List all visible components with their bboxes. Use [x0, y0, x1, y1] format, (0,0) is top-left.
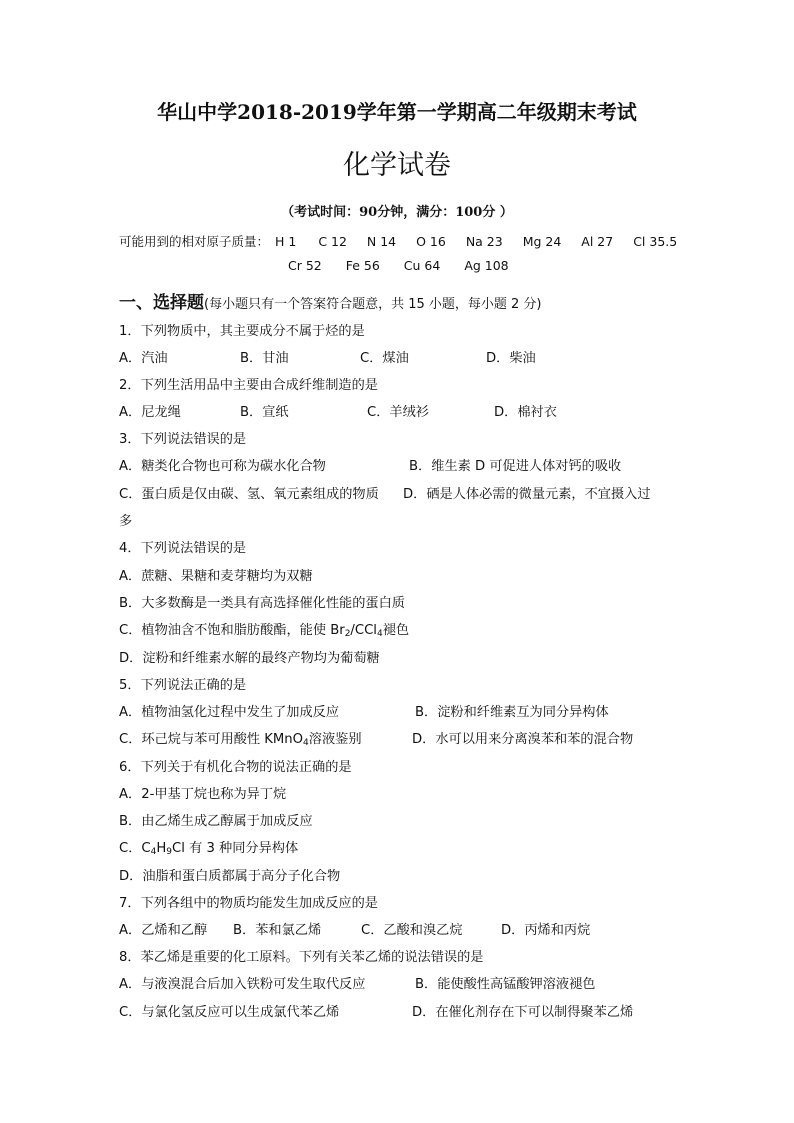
section-heading: [119, 288, 542, 313]
atomic-mass-item: Fe 56: [345, 258, 380, 273]
atomic-mass-label: 可能用到的相对原子质量：: [119, 234, 270, 249]
option-c: C．与氯化氢反应可以生成氯代苯乙烯: [119, 1005, 340, 1020]
option-c: [119, 731, 362, 749]
option-a: A．植物油氢化过程中发生了加成反应: [119, 705, 340, 720]
option-d: D．在催化剂存在下可以制得聚苯乙烯: [412, 1005, 634, 1020]
option-c-text: C．环己烷与苯可用酸性 KMnO: [119, 732, 304, 747]
question-stem: 6．下列关于有机化合物的说法正确的是: [119, 760, 352, 775]
question-stem: 3．下列说法错误的是: [119, 432, 247, 447]
question-stem: 1．下列物质中，其主要成分不属于烃的是: [119, 324, 365, 339]
section-note: (每小题只有一个答案符合题意，共 15 小题，每小题 2 分): [204, 297, 542, 312]
atomic-mass-item: C 12: [318, 234, 347, 249]
atomic-mass-item: Al 27: [581, 234, 614, 249]
atomic-mass-item: Na 23: [465, 234, 503, 249]
exam-info: （考试时间：90分钟，满分：100分 ）: [281, 205, 513, 220]
option-b: B．能使酸性高锰酸钾溶液褪色: [415, 977, 596, 992]
option-c-text: 溶液鉴别: [308, 732, 362, 747]
exam-subtitle: 化学试卷: [343, 150, 451, 181]
atomic-mass-line-2: [288, 258, 509, 273]
option-c: C．乙酸和溴乙烷: [361, 923, 463, 938]
option-b: B．甘油: [240, 351, 289, 366]
question-stem: 4．下列说法错误的是: [119, 541, 247, 556]
option-a: A．乙烯和乙醇: [119, 923, 208, 938]
subscript: 9: [166, 847, 172, 857]
option-b: B．维生素 D 可促进人体对钙的吸收: [409, 459, 622, 474]
option-d: D．水可以用来分离溴苯和苯的混合物: [412, 732, 634, 747]
option-c: [119, 840, 298, 858]
option-d: D．油脂和蛋白质都属于高分子化合物: [119, 869, 341, 884]
option-d: D．硒是人体必需的微量元素，不宜摄入过: [403, 487, 651, 502]
subscript: 2: [344, 629, 351, 639]
atomic-mass-item: Cl 35.5: [633, 234, 678, 249]
option-a: A．糖类化合物也可称为碳水化合物: [119, 459, 326, 474]
option-c-text: C．C: [119, 841, 151, 856]
question-stem: 5．下列说法正确的是: [119, 678, 247, 693]
option-c: C．羊绒衫: [367, 405, 429, 420]
option-c-text: H: [156, 841, 167, 856]
atomic-mass-item: N 14: [366, 234, 397, 249]
option-a: A．蔗糖、果糖和麦芽糖均为双糖: [119, 569, 313, 584]
option-b: B．苯和氯乙烯: [233, 923, 322, 938]
option-b: B．宣纸: [240, 405, 289, 420]
section-title: 一、选择题: [119, 293, 204, 313]
option-d: D．柴油: [486, 351, 536, 366]
option-d-continued: 多: [119, 514, 133, 529]
option-a: A．与液溴混合后加入铁粉可发生取代反应: [119, 977, 366, 992]
option-d: D．淀粉和纤维素水解的最终产物均为葡萄糖: [119, 651, 380, 666]
question-stem: 7．下列各组中的物质均能发生加成反应的是: [119, 896, 378, 911]
question-stem: 2．下列生活用品中主要由合成纤维制造的是: [119, 378, 378, 393]
option-d: D．丙烯和丙烷: [501, 923, 591, 938]
option-a: A．汽油: [119, 351, 168, 366]
option-c-text: /CCl: [350, 623, 377, 638]
atomic-mass-item: Mg 24: [522, 234, 562, 249]
option-b: B．大多数酶是一类具有高选择催化性能的蛋白质: [119, 596, 405, 611]
option-c: C．蛋白质是仅由碳、氢、氧元素组成的物质: [119, 487, 379, 502]
option-c-text: Cl 有 3 种同分异构体: [172, 841, 299, 856]
question-stem: 8．苯乙烯是重要的化工原料。下列有关苯乙烯的说法错误的是: [119, 950, 484, 965]
atomic-mass-item: O 16: [416, 234, 446, 249]
subscript: 4: [150, 847, 157, 857]
option-b: B．淀粉和纤维素互为同分异构体: [415, 705, 609, 720]
option-a: A．2-甲基丁烷也称为异丁烷: [119, 787, 287, 802]
option-a: A．尼龙绳: [119, 405, 181, 420]
option-c-text: 褪色: [382, 623, 410, 638]
option-c-text: C．植物油含不饱和脂肪酸酯，能使 Br: [119, 623, 345, 638]
atomic-mass-item: H 1: [275, 234, 297, 249]
option-c: [119, 622, 409, 640]
exam-title: 华山中学2018-2019学年第一学期高二年级期末考试: [157, 100, 637, 124]
subscript: 4: [303, 738, 309, 748]
atomic-mass-item: Cu 64: [403, 258, 441, 273]
subscript: 4: [376, 629, 383, 639]
option-b: B．由乙烯生成乙醇属于加成反应: [119, 814, 313, 829]
option-d: D．棉衬衣: [494, 405, 557, 420]
atomic-mass-line-1: [119, 232, 677, 250]
option-c: C．煤油: [360, 351, 409, 366]
atomic-mass-item: Cr 52: [288, 258, 322, 273]
atomic-mass-item: Ag 108: [464, 258, 509, 273]
